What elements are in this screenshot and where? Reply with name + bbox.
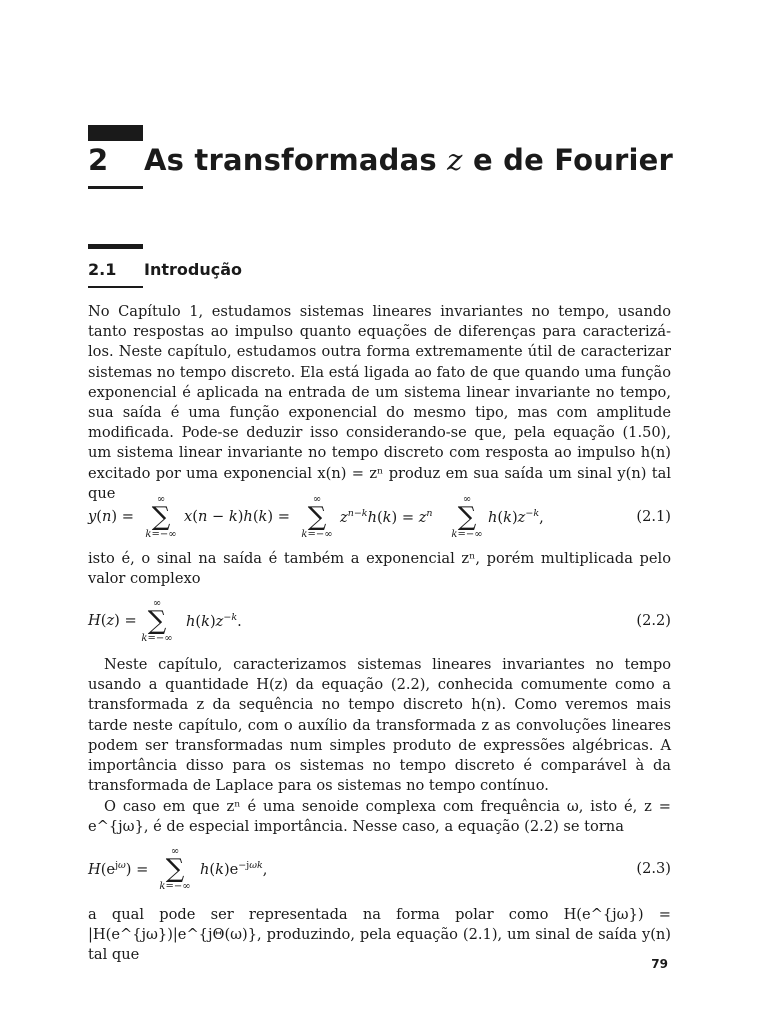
chapter-title-suffix: e de Fourier <box>472 143 674 177</box>
sum-symbol: ∞ ∑ k=−∞ <box>301 494 333 540</box>
section-bottom-rule <box>88 286 143 288</box>
equation-2-3: $H(e^{j\omega})$ = ∞ ∑ k=−∞ $h(k)e^{-j\omega k}$, (2.3) <box>88 846 671 892</box>
chapter-title-prefix: As transformadas <box>144 143 437 177</box>
paragraph-intro: No Capítulo 1, estudamos sistemas lineares invariantes no tempo, usando tanto respostas ao impulso quanto equações de diferenças para caracterizá-los. Neste capítulo, estudamos outra forma extremamente útil de caracterizar sistemas no tempo discreto. Ela está ligada ao fato de que quando uma função exponencial é aplicada na entrada de um sistema linear invariante no tempo, sua saída é uma função exponencial do mesmo tipo, mas com amplitude modificada. Pode-se deduzir isso considerando-se que, pela equação (1.50), um sistema linear invariante no tempo discreto com resposta ao impulso h(n) excitado por uma exponencial x(n) = zⁿ produz em sua saída um sinal y(n) tal que <box>88 303 671 502</box>
chapter-title-var: z <box>447 143 463 177</box>
paragraph-complex-value: isto é, o sinal na saída é também a exponencial zⁿ, porém multiplicada pelo valor complexo <box>88 550 671 588</box>
paragraph-polar-form: a qual pode ser representada na forma polar como H(e^{jω}) = |H(e^{jω})|e^{jΘ(ω)}, produzindo, pela equação (2.1), um sinal de saída y(n) tal que <box>88 906 671 964</box>
sum-symbol: ∞ ∑ k=−∞ <box>145 494 177 540</box>
page-number: 79 <box>651 957 668 971</box>
sum-symbol: ∞ ∑ k=−∞ <box>451 494 483 540</box>
chapter-bottom-rule <box>88 186 143 189</box>
section-number: 2.1 <box>88 260 117 279</box>
section-top-rule <box>88 244 143 249</box>
chapter-top-rule <box>88 125 143 141</box>
section-title-text: Introdução <box>144 260 242 279</box>
sum-symbol: ∞ ∑ k=−∞ <box>141 598 173 644</box>
chapter-title <box>88 143 673 177</box>
sum-symbol: ∞ ∑ k=−∞ <box>159 846 191 892</box>
chapter-number: 2 <box>88 143 109 177</box>
equation-number: (2.3) <box>636 860 671 877</box>
paragraph-z-transform: Neste capítulo, caracterizamos sistemas lineares invariantes no tempo usando a quantidade H(z) da equação (2.2), conhecida comumente como a transformada z da sequência no tempo discreto h(n). Como veremos mais tarde neste capítulo, com o auxílio da transformada z as convoluções lineares podem ser transformadas num simples produto de expressões algébricas. A importância disso para os sistemas no tempo discreto é comparável à da transformada de Laplace para os sistemas no tempo contínuo. <box>88 656 671 795</box>
equation-2-2: H(z) = ∞ ∑ k=−∞ $h(k)z^{-k}$. (2.2) <box>88 598 671 644</box>
equation-number: (2.1) <box>636 508 671 525</box>
equation-2-1: y(n) = ∞ ∑ k=−∞ x(n − k)h(k) = ∞ ∑ k=−∞ $z^{n-k}h(k) = z^n$ ∞ ∑ k=−∞ $h(k)z^{-k}$, (2.1) <box>88 494 671 540</box>
equation-number: (2.2) <box>636 612 671 629</box>
section-title <box>88 260 242 279</box>
paragraph-complex-sinusoid: O caso em que zⁿ é uma senoide complexa com frequência ω, isto é, z = e^{jω}, é de especial importância. Nesse caso, a equação (2.2) se torna <box>88 798 671 836</box>
